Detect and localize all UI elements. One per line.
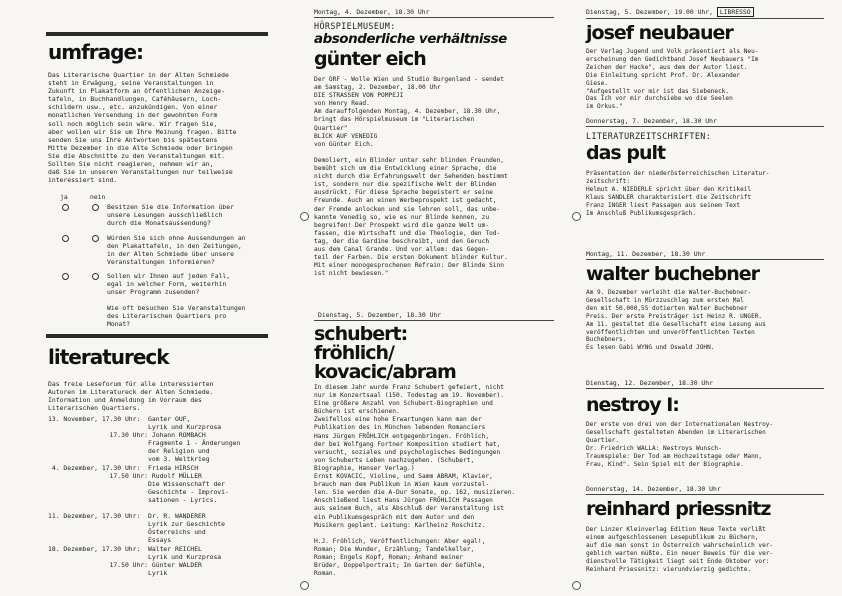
umfrage-intro: Das Literarische Quartier in der Alten Schmiede steht in Erwägung, seine Veranstaltungen in Zukunft in Plakatform an öffentlichen Anzeige- tafeln, in Buchhandlungen, Caféhäusern, Loch- schildern usw., etc. anzukündigen. Von einer monatlichen Versendung in der gewohnten Form soll noch möglich sein wäre. Wir fragen Sie, aber wollen wir Sie um Ihre Meinung fragen. Bitte senden Sie uns Ihre Antworten bis spätestens Mitte Dezember in die Alte Schmiede oder bringen Sie die Abschnitte zu den Veranstaltungen mit. Sollten Sie nicht reagieren, nehmen wir an, daß Sie in unseren Veranstaltungen nur teilweise interessiert sind. — [48, 71, 237, 185]
literatureck-title: literatureck — [48, 345, 169, 369]
survey-question: Besitzen Sie die Information über unsere Lesungen ausschließlich durch die Monatsaussendung? — [107, 203, 234, 228]
survey-question: Würden Sie sich ohne Aussendungen an den Plakattafeln, in den Zeitungen, in der Alten Schmiede über unsere Veranstaltungen informieren? — [107, 234, 246, 267]
column-left — [0, 0, 300, 596]
buchebner-title: walter buchebner — [586, 263, 760, 285]
pult-label: LITERATURZEITSCHRIFTEN: — [586, 131, 712, 141]
underline — [586, 494, 824, 495]
answer-checkbox-ja[interactable] — [62, 273, 69, 280]
priessnitz-date: Donnerstag, 14. Dezember, 18.30 Uhr — [586, 485, 721, 493]
answer-checkbox-ja[interactable] — [62, 204, 69, 211]
eich-date: Montag, 4. Dezember, 18.30 Uhr — [314, 8, 430, 16]
neubauer-date-text: Dienstag, 5. Dezember, 19.00 Uhr, — [586, 8, 713, 16]
schubert-title-line: fröhlich/ — [314, 342, 394, 364]
answer-checkbox-ja[interactable] — [62, 235, 69, 242]
schubert-body: In diesem Jahr wurde Franz Schubert gefeiert, nicht nur im Konzertsaal (150. Todestag am 19. November). Eine größere Anzahl von Schubert-Biographien und Büchern ist erschienen. Zweifellos eine hohe Erwartungen kann man der Publikation des in München lebenden Romanciers Hans Jürgen FRÖHLICH entgegenbringen. Fröhlich, der bei Wolfgang Fortner Komposition studiert hat, versucht, soziales und psychologisches Bedingungen von Schuberts Leben nachzugehen. (Schubert, Biographie, Hanser Verlag.) Ernst KOVACIC, Violine, und Samm ABRAM, Klavier, brauch man dem Publikum in Wien kaum vorzustel- len. Sie werden die A-Dur Sonate, op. 162, musizieren. Anschließend liest Hans Jürgen FRÖHLICH Passagen aus seinem Buch, als Abschluß der Veranstaltung ist ein Publikumsgespräch mit dem Autor und den Musikern geplant. Leitung: Karlheinz Roschitz. H.J. Fröhlich, Veröffentlichungen: Aber egal!, Roman; Die Wunder, Erzählung; Tandelkeller, Roman; Engels Kopf, Roman; Anhand meiner Brüder, Doppelportrait; Im Garten der Gefühle, Roman. — [314, 384, 516, 578]
pult-body: Präsentation der niederösterreichischen Literatur- zeitschrift: Helmut A. NIEDERLE spricht über den Kritikeil Klaus SANDLER charakterisiert die Zeitschrift Franz INGER liest Passagen aus seinem Text Im Anschluß Publikumsgespräch. — [586, 170, 770, 217]
answer-checkbox-nein[interactable] — [92, 204, 99, 211]
schubert-title-line: schubert: — [314, 323, 408, 345]
pult-title: das pult — [586, 142, 666, 164]
column-middle — [308, 0, 572, 596]
column-right — [580, 0, 842, 596]
nestroy-body: Der erste von drei von der Internationalen Nestroy- Gesellschaft gestalteten Abenden im Literarischen Quartier. Dr. Friedrich WALLA: Nestroys Wunsch- Traumspiele: Der Tod am Hochzeitstage oder Mann, Frau, Kind". Sein Spiel mit der Biographie. — [586, 421, 774, 468]
section-bar — [46, 334, 268, 338]
buchebner-body: Am 9. Dezember verleiht die Walter-Buchebner- Gesellschaft in Mürzzuschlag zum ersten Mal den mit 50.000,55 dotierten Walter Buchebner Preis. Der erste Preisträger ist Heinz R. UNGER. Am 11. gestaltet die Gesellschaft eine Lesung aus veröffentlichten und unveröffentlichten Texten Buchebners. Es lesen Gabi WYNG und Oswald JOHN. — [586, 289, 766, 352]
underline — [586, 388, 824, 389]
underline — [586, 259, 824, 260]
underline — [314, 320, 554, 321]
survey-question: Sollen wir Ihnen auf jeden Fall, egal in welcher Form, weiterhin unser Programm zusenden? — [107, 272, 231, 297]
pult-date: Donnerstag, 7. Dezember, 18.30 Uhr — [586, 117, 717, 125]
neubauer-title: josef neubauer — [586, 22, 733, 44]
neubauer-body: Der Verlag Jugend und Volk präsentiert als Neu- erscheinung den Gedichtband Josef Neubauers "Im Zeichen der Hacke", aus dem der Autor liest. Die Einleitung spricht Prof. Dr. Alexander Giese. "Aufgestellt vor mir ist das Siebeneck. Das Ich vor mir durchsiebe wo die Seelen im Orkus." — [586, 48, 759, 111]
priessnitz-title: reinhard priessnitz — [586, 498, 771, 520]
schubert-date: Dienstag, 5. Dezember, 18.30 Uhr — [318, 311, 442, 319]
eich-title: günter eich — [314, 48, 426, 70]
ja-label: ja — [60, 193, 68, 201]
buchebner-date: Montag, 11. Dezember, 18.30 Uhr — [586, 250, 706, 258]
nestroy-title: nestroy I: — [586, 394, 679, 416]
literatureck-intro: Das freie Leseforum für alle interessierten Autoren im Literatureck der Alten Schmiede. Information und Anmeldung im Vorraum des Literarischen Quartiers. — [48, 380, 214, 413]
libresso-venue: LIBRESSO — [717, 7, 754, 17]
section-bar — [46, 32, 268, 36]
eich-subtitle: absonderliche verhältnisse — [314, 31, 507, 47]
answer-checkbox-nein[interactable] — [92, 235, 99, 242]
underline — [314, 17, 554, 18]
underline — [586, 18, 824, 19]
nein-label: nein — [90, 193, 106, 201]
eich-body: Der ORF - Wolle Wien und Studio Burgenland - sendet am Samstag, 2. Dezember, 18.00 Uhr DIE STRASSEN VON POMPEJI von Henry Read. Am darauffolgenden Montag, 4. Dezember, 18.30 Uhr, bringt das Hörspielmuseum im "Literarischen Quartier" BLICK AUF VENEDIG von Günter Eich. Demoliert, ein Blinder unter sehr blinden Freunden, bemüht sich um die Entwicklung einer Sprache, die nicht durch die Erfahrungswelt der Sehenden bestimmt ist, sondern nur die spezifische Welt der Blinden ausdrückt. Für diese Sprache begeistert er seine Freunde. Auch an einen Werbeprospekt ist gedacht, der Fremde anlocken und sie lehren soll, das unbe- kannte Venedig so, wie es nur Blinde kennen, zu begreifen! Der Prospekt wird die ganze Welt um- fassen, die Wirtschaft und die Theologie, den Tod- tag, der die Gardine beschreibt, und den Geruch aus dem Canal Grande. Und vor allem: das Gegen- teil der Farben. Die ersten Dokument blinder Kultur. Mit einer monogesprochenen Refrain: Der Blinde Sinn ist nicht bewiesen." — [314, 76, 508, 278]
neubauer-date — [586, 8, 754, 16]
hoerspiel-label: HÖRSPIELMUSEUM: — [314, 21, 396, 31]
answer-checkbox-nein[interactable] — [92, 273, 99, 280]
priessnitz-body: Der Linzer Kleinverlag Edition Neue Texte verlißt einem aufgeschlossenen Lesepublikum zu Büchern, auf die man sonst in Österreich wahrscheinlich ver- geblich warten müßte. Ein neuer Beweis für die ver- dienstvolle Tätigkeit liegt seit Ende Oktober vor: Reinhard Priessnitz: vierundvierzig gedichte. — [586, 526, 774, 573]
survey-question-frequency: Wie oft besuchen Sie Veranstaltungen des Literarischen Quartiers pro Monat? — [107, 304, 246, 329]
nestroy-date: Dienstag, 12. Dezember, 18.30 Uhr — [586, 379, 713, 387]
literatureck-schedule: 13. November, 17.30 Uhr: Ganter OUF, Lyrik und Kurzprosa 17.30 Uhr: Johann ROMBACH Fragmente 1 - Änderungen der Religion und vom 3. Weltkrieg 4. Dezember, 17.30 Uhr: Frieda HIRSCH 17.50 Uhr: Rudolf MÜLLER Die Wissenschaft der Geschichte - Improvi- sationen - Lyrics. 11. Dezember, 17.30 Uhr: Dr. R. WANDERER Lyrik zur Geschichte Österreichs und Essays 18. Dezember, 17.30 Uhr: Walter REICHEL Lyrik und Kurzprosa 17.50 Uhr: Günter WALDER Lyrik — [48, 415, 241, 577]
schubert-title-line: kovacic/abram — [314, 361, 456, 383]
umfrage-title: umfrage: — [48, 40, 144, 64]
underline — [586, 126, 824, 127]
